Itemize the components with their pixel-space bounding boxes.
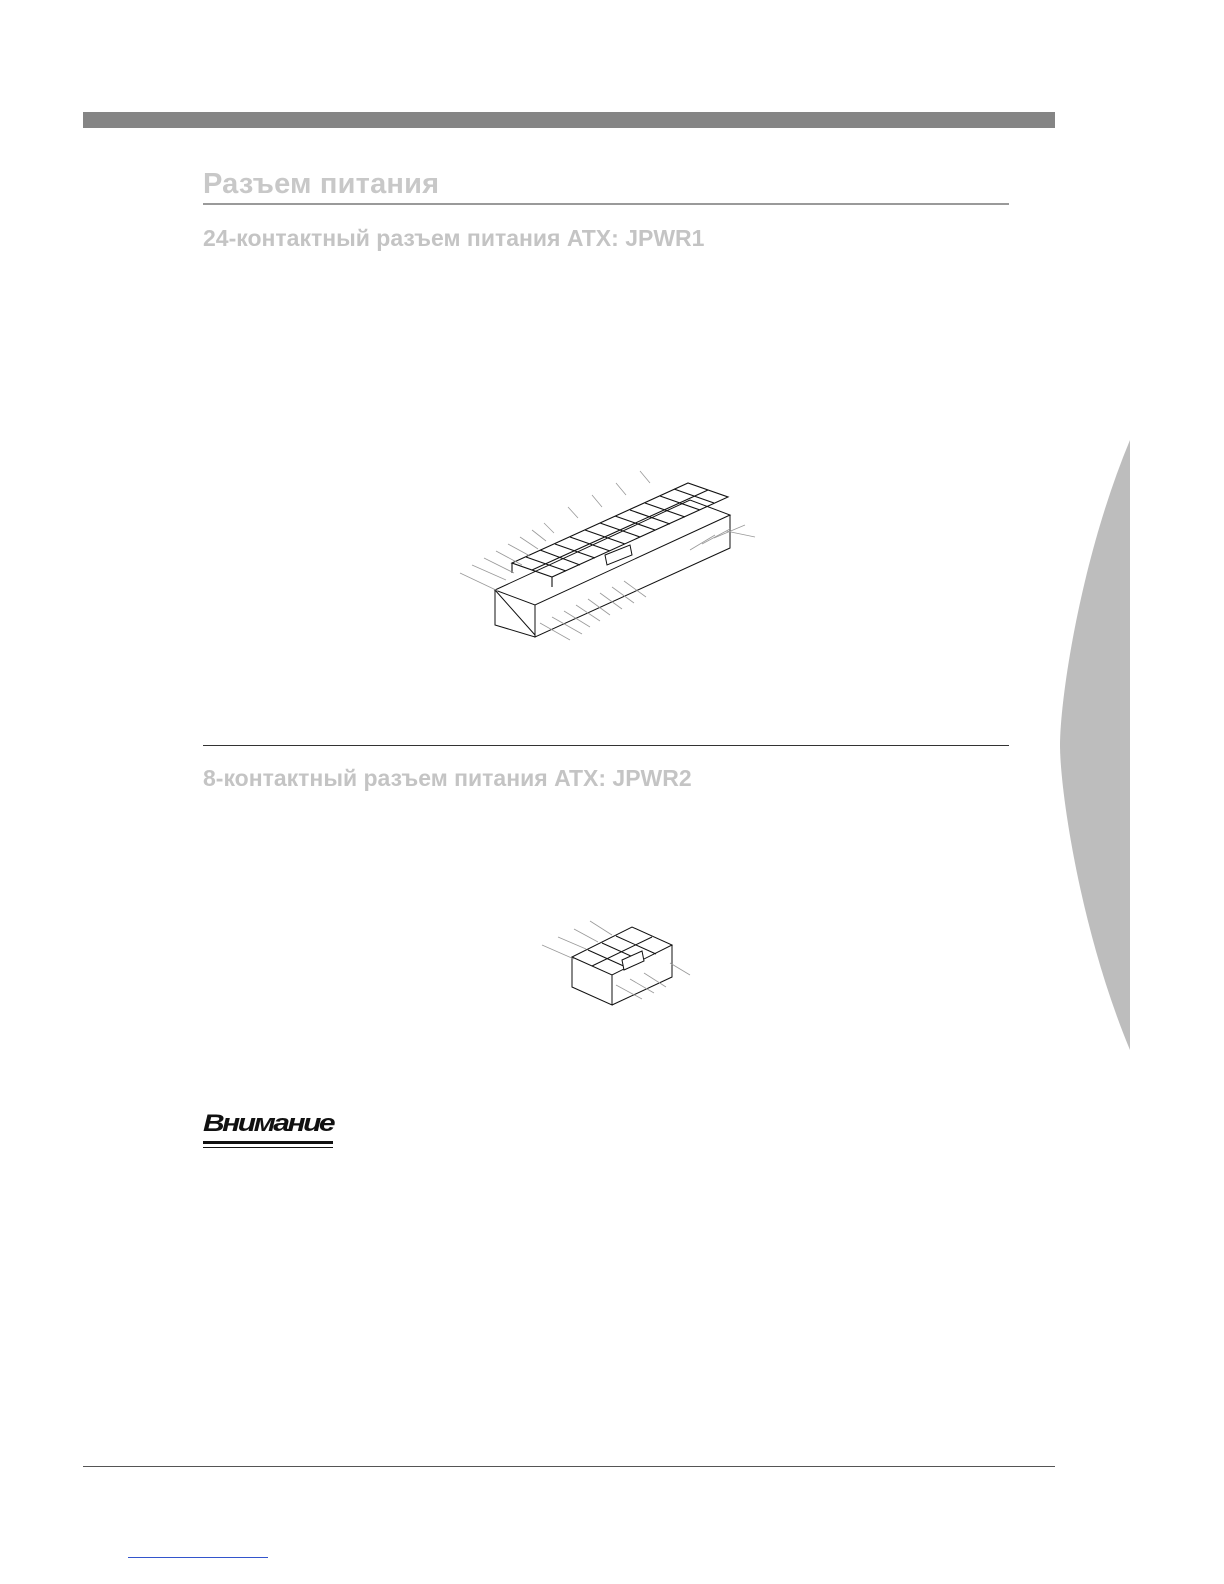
link-underline [128, 1557, 268, 1558]
atx-8pin-connector-figure [530, 895, 700, 1010]
attention-underline-thin [203, 1147, 333, 1148]
jpwr2-heading: 8-контактный разъем питания ATX: JPWR2 [203, 765, 692, 791]
attention-underline [203, 1141, 333, 1144]
footer-divider [83, 1466, 1055, 1467]
header-bar [83, 112, 1055, 128]
section-divider [203, 745, 1009, 746]
title-divider [203, 203, 1009, 205]
attention-heading: Внимание [203, 1110, 334, 1137]
section-title: Разъем питания [203, 168, 440, 200]
atx-24pin-connector-figure [440, 455, 770, 655]
jpwr1-heading: 24-контактный разъем питания ATX: JPWR1 [203, 225, 705, 251]
chapter-side-tab [1060, 440, 1130, 1050]
